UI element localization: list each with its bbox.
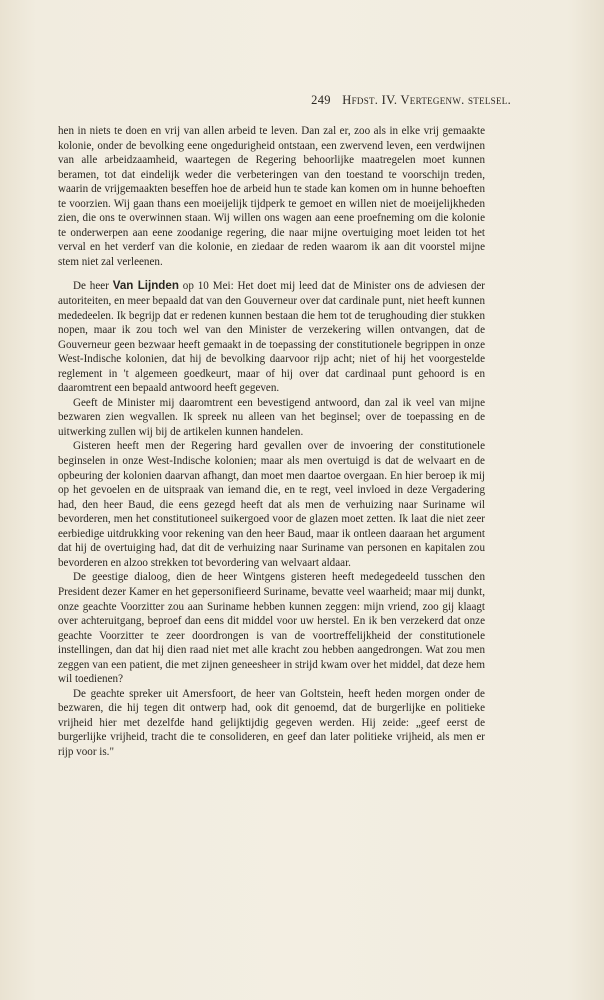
speaker-name: Van Lijnden	[112, 279, 179, 293]
paragraph: De geachte spreker uit Amersfoort, de heer van Goltstein, heeft heden morgen onder de bezwaren, die hij tegen dit ontwerp had, ook dit genoemd, dat de burgerlijke en politieke vrijheid hier met dezelfde hand gelijktijdig gegeven werden. Hij zeide: „geef eerst de burgerlijke vrijheid, tracht die te consolideren, en geef dan later politieke vrijheid, als men er rijp voor is."	[58, 687, 485, 758]
running-header	[55, 93, 511, 108]
page-number: 249	[311, 93, 331, 107]
speech-intro: De heer	[73, 280, 109, 293]
paragraph-speech-van-lijnden	[58, 279, 485, 395]
paragraph-continuation: hen in niets te doen en vrij van allen arbeid te leven. Dan zal er, zoo als in elke vrij gemaakte kolonie, onder de bevolking eene ongedurigheid ontstaan, een zwervend leven, een verdwijnen van alle arbeidzaamheid, waartegen de Regering behoorlijke maatregelen moet kunnen beramen, tot dat eindelijk weder die verbeteringen van den toestand te voorschijn treden, waarin de vrijgemaakten beseffen hoe de arbeid hun te stade kan komen om in hunne behoeften te voorzien. Wij gaan thans een moeijelijk tijdperk te gemoet en willen niet de moeijelijkheden zien, die ons te overwinnen staan. Wij willen ons wagen aan eene proefneming om die kolonie te onderwerpen aan eene zoodanige regering, die naar mijne overtuiging moet leiden tot het verval en het verderf van die kolonie, en ziedaar de reden waarom ik aan dit voorstel mijne stem niet zal verleenen.	[58, 125, 485, 268]
paragraph: De geestige dialoog, dien de heer Wintgens gisteren heeft medegedeeld tusschen den President dezer Kamer en het gepersonifieerd Suriname, bevatte veel waarheid; maar mij dunkt, onze geachte Voorzitter zou aan Suriname hebben kunnen zeggen: mijn vriend, zoo gij klaagt over achteruitgang, beproef dan eens dit middel voor uw herstel. En ik ben verzekerd dat onze geachte Voorzitter te zeer doordrongen is van de voortreffelijkheid der constitutionele instellingen, dan dat hij dien raad niet met alle kracht zou hebben aangedrongen. Wat zou men zeggen van een patient, die met zijnen geneesheer in strijd kwam over het middel, dat deze hem wil toedienen?	[58, 571, 485, 686]
body-text	[58, 124, 485, 760]
paragraph: Geeft de Minister mij daaromtrent een bevestigend antwoord, dan zal ik veel van mijne bezwaren zien wegvallen. Ik spreek nu alleen van het beginsel; over de toepassing en de uitwerking zullen wij bij de artikelen kunnen handelen.	[58, 396, 485, 438]
paragraph: Gisteren heeft men der Regering hard gevallen over de invoering der constitutionele beginselen in onze West-Indische kolonien; maar als men overtuigd is dat de welvaart en de opbeuring der kolonien daarvan afhangt, dan moet men daartoe overgaan. En hier beroep ik mij op het gevoelen en de uitspraak van iemand die, en te regt, veel invloed in deze Vergadering had, den heer Baud, die eens gezegd heeft dat als men de verhuizing naar Suriname wil bevorderen, men het constitutioneel suikergoed voor de glazen moet zetten. Ik laat die niet zeer eerbiedige uitdrukking voor rekening van den heer Baud, maar ik ontleen daaraan het argument dat hij de overtuiging had, dat dit de verhuizing naar Suriname van personen en kapitalen zou bevorderen en alzoo strekken tot bevordering van welvaart aldaar.	[58, 440, 485, 569]
running-title: Hfdst. IV. Vertegenw. stelsel.	[342, 93, 511, 107]
speech-text: op 10 Mei: Het doet mij leed dat de Minister ons de adviesen der autoriteiten, en meer bepaald dat van den Gouverneur over dat cardinale punt, niet heeft kunnen mededeelen. Ik begrijp dat er redenen kunnen bestaan die hem tot de terughouding dier stukken nopen, maar ik zou toch wel van den Minister de verzekering willen ontvangen, dat de Gouverneur geen bezwaar heeft gemaakt in de toepassing der constitutionele begrippen in onze West-Indische kolonien, dat hij de bevolking daarvoor rijp acht; niet of hij het voorgestelde reglement in 't algemeen goedkeurt, maar of hij over dat cardinaal punt gehoord is en daaromtrent een bepaald antwoord heeft gegeven.	[58, 280, 486, 395]
